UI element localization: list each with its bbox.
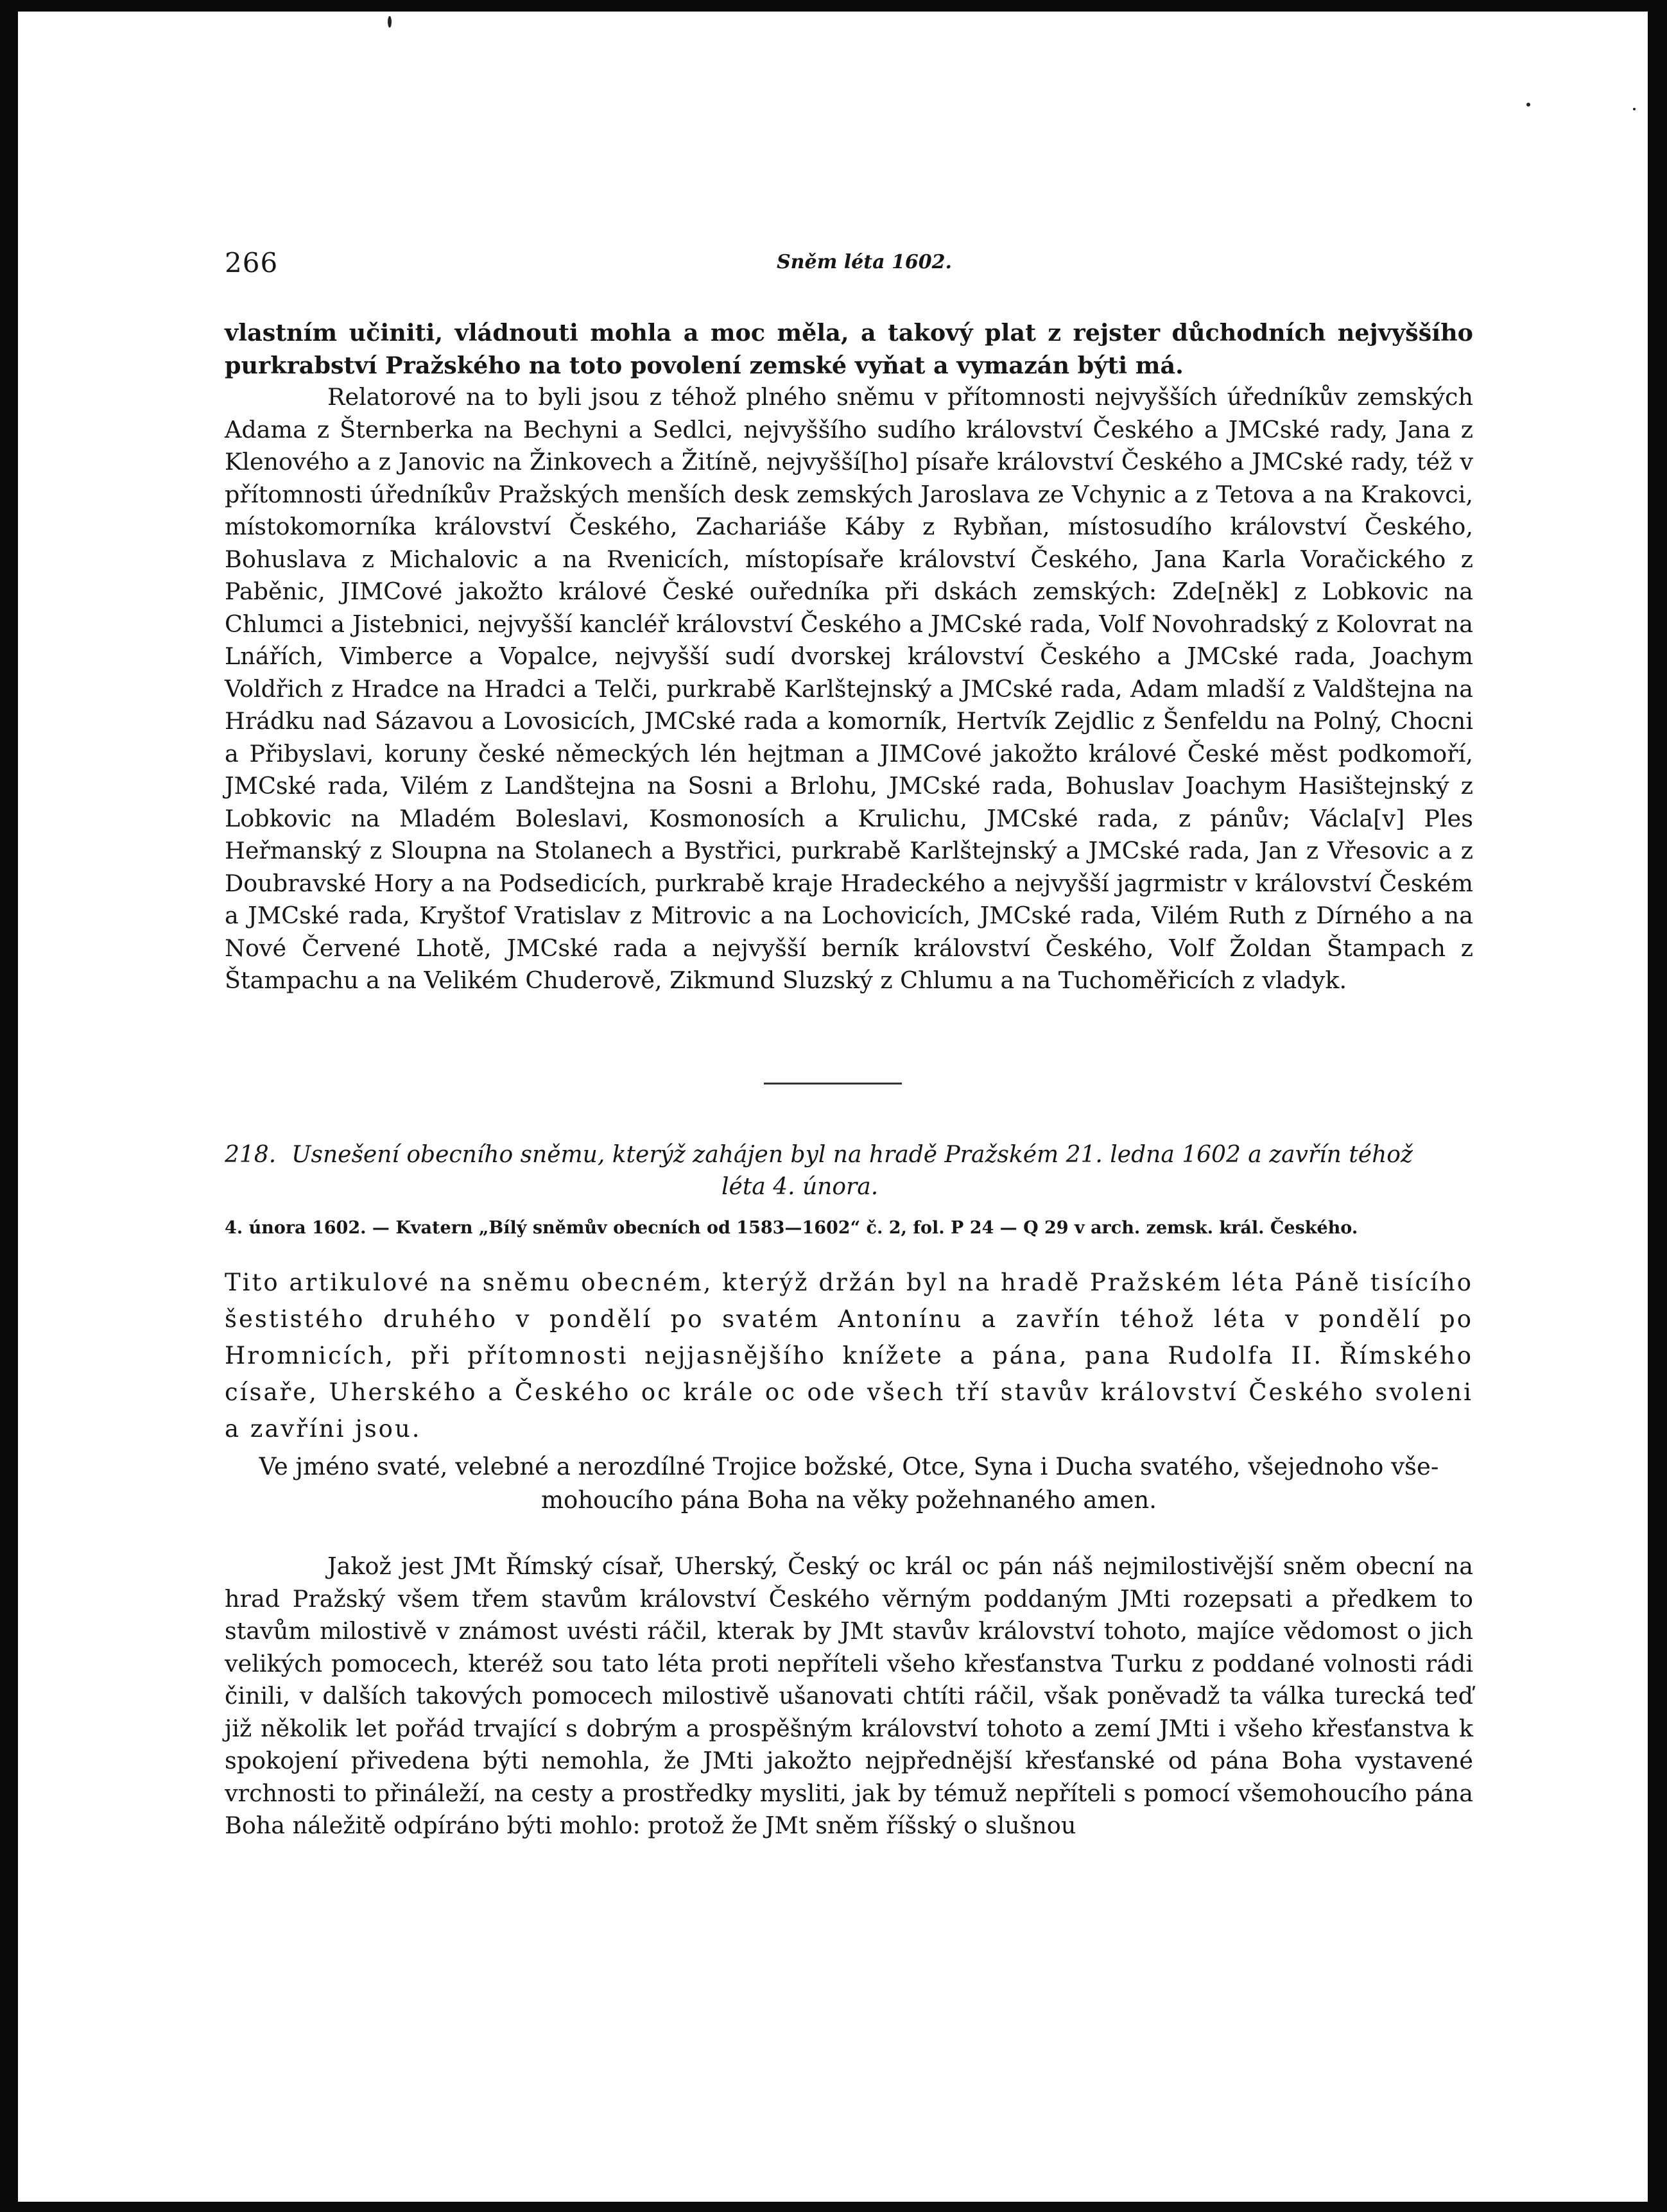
running-head xyxy=(225,247,1508,286)
preamble-text: Tito artikulové na sněmu obecném, kterýž držán byl na hradě Pražském léta Páně tisícího šestistého druhého v pondělí po svatém Antonínu a zavřín téhož léta v pondělí po Hromnicích, při přítomnosti nejjasnějšího knížete a pána, pana Rudolfa II. Římského císaře, Uherského a Českého oc krále oc ode všech tří stavův království Českého svoleni a zavříni jsou. xyxy=(225,1269,1473,1443)
paragraph-text: Relatorové na to byli jsou z téhož plného sněmu v přítomnosti nejvyšších úředníkův zemských Adama z Šternberka na Bechyni a Sedlci, nejvyššího sudího království Českého a JMCské rady, Jana z Klenového a z Janovic na Žinkovech a Žitíně, nejvyšší[ho] písaře království Českého a JMCské rady, též v přítomnosti úředníkův Pražských menších desk zemských Jaroslava ze Vchynic a z Tetova a na Krakovci, místokomorníka království Českého, Zachariáše Káby z Rybňan, místosudího království Českého, Bohuslava z Michalovic a na Rvenicích, místopísaře království Českého, Jana Karla Voračického z Paběnic, JIMCové jakožto králové České ouředníka při dskách zemských: Zde[něk] z Lobkovic na Chlumci a Jistebnici, nejvyšší kancléř království Českého a JMCské rada, Volf Novohradský z Kolovrat na Lnářích, Vimberce a Vopalce, nejvyšší sudí dvorskej království Českého a JMCské rada, Joachym Voldřich z Hradce na Hradci a Telči, purkrabě Karlštejnský a JMCské rada, Adam mladší z Valdštejna na Hrádku nad Sázavou a Lovosicích, JMCské rada a komorník, Hertvík Zejdlic z Šenfeldu na Polný, Chocni a Přibyslavi, koruny české německých lén hejtman a JIMCové jakožto králové České měst podkomoří, JMCské rada, Vilém z Landštejna na Sosni a Brlohu, JMCské rada, Bohuslav Joachym Hasištejnský z Lobkovic na Mladém Boleslavi, Kosmonosích a Krulichu, JMCské rada, z pánův; Václa[v] Ples Heřmanský z Sloupna na Stolanech a Bystřici, purkrabě Karlštejnský a JMCské rada, Jan z Vřesovic a z Doubravské Hory a na Podsedicích, purkrabě kraje Hradeckého a nejvyšší jagrmistr v království Českém a JMCské rada, Kryštof Vratislav z Mitrovic a na Lochovicích, JMCské rada, Vilém Ruth z Dírného a na Nové Červené Lhotě, JMCské rada a nejvyšší berník království Českého, Volf Žoldan Štampach z Štampachu a na Velikém Chuderově, Zikmund Sluzský z Chlumu a na Tuchoměřicích z vladyk. xyxy=(225,383,1473,994)
source-note: 4. února 1602. — Kvatern „Bílý sněmův obecních od 1583—1602“ č. 2, fol. P 24 — Q 29 v arch. zemsk. král. Českého. xyxy=(225,1218,1358,1238)
relators-paragraph xyxy=(225,381,1473,997)
paragraph-text: vlastním učiniti, vládnouti mohla a moc měla, a takový plat z rejster důchodních nejvyššího purkrabství Pražského na toto povolení zemské vyňat a vymazán býti má. xyxy=(225,319,1473,379)
section-number: 218. xyxy=(225,1142,277,1168)
body-paragraph xyxy=(225,1550,1473,1842)
preamble xyxy=(225,1264,1473,1447)
running-title: Sněm léta 1602. xyxy=(777,251,952,273)
scan-border-right xyxy=(1648,0,1667,2212)
continuation-paragraph xyxy=(225,317,1473,382)
section-divider xyxy=(764,1083,902,1085)
scan-speck xyxy=(388,16,392,28)
scan-speck xyxy=(1526,103,1530,107)
invocation-line1: Ve jméno svaté, velebné a nerozdílné Trojice božské, Otce, Syna i Ducha svatého, všejednoho vše- xyxy=(259,1453,1439,1480)
section-heading xyxy=(225,1139,1473,1203)
scan-border-left xyxy=(0,0,18,2212)
section-title-line1: Usnešení obecního sněmu, kterýž zahájen byl na hradě Pražském 21. ledna 1602 a zavřín téhož xyxy=(291,1142,1413,1168)
invocation xyxy=(225,1450,1473,1517)
scan-border-top xyxy=(0,0,1667,12)
paragraph-text: Jakož jest JMt Římský císař, Uherský, Český oc král oc pán náš nejmilostivější sněm obecní na hrad Pražský všem třem stavům království Českého věrným poddaným JMti rozepsati a předkem to stavům milostivě v známost uvésti ráčil, kterak by JMt stavův království tohoto, majíce vědomost o jich velikých pomocech, kteréž sou tato léta proti nepříteli všeho křesťanstva Turku z poddané volnosti rádi činili, v dalších takových pomocech milostivě ušanovati chtíti ráčil, však poněvadž ta válka turecká teď již několik let pořád trvající s dobrým a prospěšným království tohoto a zemí JMti i všeho křesťanstva k spokojení přivedena býti nemohla, že JMti jakožto nejpřednější křesťanské od pána Boha vystavené vrchnosti to přináleží, na cesty a prostředky mysliti, jak by témuž nepříteli s pomocí všemohoucího pána Boha náležitě odpíráno býti mohlo: protož že JMt sněm říšský o slušnou xyxy=(225,1552,1473,1839)
section-title-line2: léta 4. února. xyxy=(721,1174,879,1200)
invocation-line2: mohoucího pána Boha na věky požehnaného amen. xyxy=(540,1486,1157,1514)
scan-speck xyxy=(1633,108,1636,110)
scan-border-bottom xyxy=(0,2202,1667,2212)
page-number: 266 xyxy=(225,247,279,279)
